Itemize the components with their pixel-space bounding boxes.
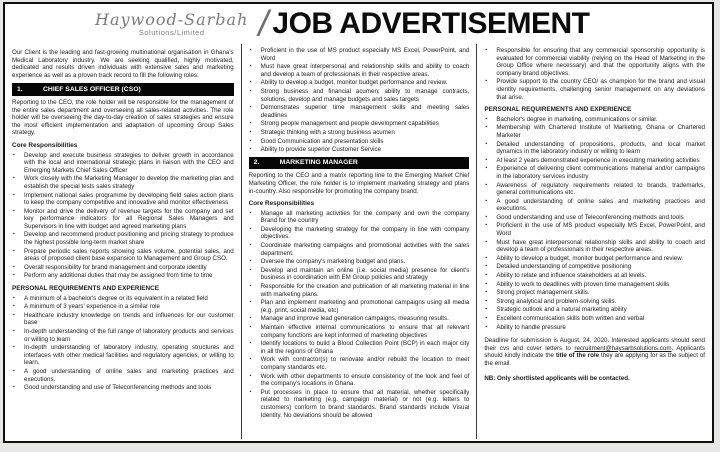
bullet-text: Detailed understanding of propositions, products, and local market dynamics in the laboratory industry or willing to learn bbox=[496, 140, 705, 156]
bullet-item bbox=[484, 165, 705, 180]
bullet-icon: ▪ bbox=[249, 372, 252, 379]
bullet-text: Manage and improve lead generation campaigns, measuring results. bbox=[260, 315, 449, 323]
bullet-icon: ▪ bbox=[485, 213, 488, 220]
bullet-item bbox=[484, 306, 705, 314]
bullet-icon: ▪ bbox=[13, 151, 15, 158]
bullet-icon: ▪ bbox=[485, 47, 488, 53]
bullet-icon: ▪ bbox=[485, 289, 488, 296]
bullet-text: Responsible for the creation and publication of all marketing material in line with marketing plans. bbox=[260, 283, 470, 298]
bullet-text: Ability to develop a budget, monitor budget performance and review. bbox=[260, 79, 448, 87]
bullet-icon: ▪ bbox=[13, 303, 15, 310]
marketing-summary: Reporting to the CEO and a matrix reporting line to the Emerging Market Chief Marketing Officer, the role holder is to implement marketing strategy and plans in-country. Also responsible for promoting the company brand. bbox=[248, 172, 470, 195]
bullet-item bbox=[484, 255, 705, 263]
header bbox=[5, 4, 712, 44]
bullet-item bbox=[249, 315, 470, 323]
bullet-item bbox=[249, 226, 470, 241]
bullet-text: A good understanding of online sales and marketing practices and executions. bbox=[24, 367, 234, 383]
bullet-item bbox=[249, 138, 470, 146]
bullet-item bbox=[249, 63, 470, 78]
cso-summary: Reporting to the CEO, the role holder will be responsible for the management of the entire sales department and overseeing all sales-related activities. The role holder will be overseeing the day-to-day creation of sales strategies and ensure the most efficient implementation and adaptation of upcoming Group Sales strategy. bbox=[12, 98, 234, 137]
bullet-icon: ▪ bbox=[13, 328, 15, 334]
bullet-item bbox=[249, 79, 470, 87]
bullet-text: Put processes in place to ensure that all material, whether specifically related to marketing (e.g. campaign material) or not (e.g. letters to customers) conform to brand standards. Brand standards include Visual Identity. No deviations should be allowed bbox=[260, 388, 470, 419]
bullet-icon: ▪ bbox=[485, 115, 488, 122]
bullet-text: A good understanding of online sales and marketing practices and executions. bbox=[496, 197, 705, 213]
bullet-text: Strong analytical and problem-solving skills. bbox=[496, 297, 617, 305]
bullet-item bbox=[484, 198, 705, 213]
logo-sub-left: Solutions bbox=[138, 27, 175, 37]
bold-phrase: title of the role bbox=[555, 352, 600, 360]
logo-sub-right: Limited bbox=[176, 27, 205, 37]
bullet-text: Strong business and financial acumen: ability to manage contracts, solutions, develop and manage budgets and sales targets bbox=[260, 87, 470, 103]
bullet-icon: ▪ bbox=[249, 315, 252, 322]
bullet-text: Experience of delivering client communications material and/or campaigns in the laboratory services industry bbox=[496, 165, 705, 180]
bullet-item bbox=[484, 272, 705, 280]
bullet-item bbox=[12, 328, 234, 343]
bullet-text: Develop and recommend product positioning and pricing strategy to produce the highest possible long-term market share bbox=[24, 231, 234, 247]
bullet-text: Responsible for ensuring that any commercial sponsorship opportunity is evaluated for commercial viability (relying on the Head of Marketing in the Group Office where necessary) and that the opportunity aligns with the company brand objectives. bbox=[496, 47, 705, 77]
bullet-icon: ▪ bbox=[13, 231, 15, 238]
bullet-text: Awareness of regulatory requirements related to brands, trademarks, general communications etc. bbox=[496, 181, 705, 197]
bullet-icon: ▪ bbox=[13, 191, 15, 198]
bullet-item bbox=[12, 248, 234, 263]
bullet-item bbox=[12, 192, 234, 207]
bullet-icon: ▪ bbox=[249, 120, 252, 127]
bullet-text: Maintain effective internal communications to ensure that all relevant company functions are kept informed of marketing objectives bbox=[260, 324, 470, 339]
bullet-text: Coordinate marketing campaigns and promotional activities with the sales department. bbox=[260, 242, 470, 257]
cso-core-heading: Core Responsibilities bbox=[12, 141, 78, 149]
bullet-icon: ▪ bbox=[485, 238, 488, 245]
email-link[interactable]: recruitment@haysarbsolutions.com bbox=[574, 344, 672, 352]
section-bar-marketing bbox=[249, 157, 470, 170]
bullet-item bbox=[249, 267, 470, 282]
bullet-item bbox=[12, 152, 234, 175]
bullet-text: Strong project management skills. bbox=[496, 289, 590, 297]
bullet-icon: ▪ bbox=[485, 222, 488, 229]
marketing-req-list bbox=[484, 116, 705, 331]
bullet-icon: ▪ bbox=[485, 78, 488, 85]
bullet-icon: ▪ bbox=[249, 356, 252, 363]
bullet-item bbox=[249, 356, 470, 371]
logo-slash-icon: / bbox=[174, 27, 177, 37]
bullet-text: A minimum of a bachelor's degree or its equivalent in a related field bbox=[24, 294, 208, 302]
bullet-text: In-depth understanding of the full range of laboratory products and services or willing to learn bbox=[24, 328, 234, 343]
bullet-item bbox=[484, 47, 705, 77]
section-bar-cso bbox=[12, 83, 234, 96]
bullet-item bbox=[484, 157, 705, 165]
bullet-text: Healthcare industry knowledge on trends and influences for our customer base bbox=[24, 311, 234, 327]
deadline-paragraph bbox=[484, 337, 705, 367]
bullet-icon: ▪ bbox=[13, 247, 15, 254]
bullet-item bbox=[12, 384, 234, 392]
bullet-item bbox=[484, 239, 705, 254]
bullet-text: Oversee the company's marketing budget and plans. bbox=[260, 258, 406, 266]
cso-req-heading: PERSONAL REQUIREMENTS AND EXPERIENCE bbox=[12, 285, 160, 293]
bullet-icon: ▪ bbox=[249, 299, 252, 306]
bullet-text: Membership with Chartered Institute of Marketing, Ghana or Chartered Marketer bbox=[496, 124, 705, 139]
bullet-item bbox=[484, 116, 705, 124]
bullet-icon: ▪ bbox=[485, 272, 488, 279]
bullet-icon: ▪ bbox=[249, 137, 252, 144]
bullet-text: Bachelor's degree in marketing, communications or similar. bbox=[496, 115, 658, 123]
bullet-icon: ▪ bbox=[249, 258, 252, 265]
bullet-icon: ▪ bbox=[249, 146, 252, 153]
bullet-icon: ▪ bbox=[249, 209, 252, 216]
bullet-item bbox=[484, 214, 705, 222]
bullet-text: Plan and implement marketing and promotional campaigns using all media (e.g. print, social media, etc) bbox=[260, 299, 470, 314]
bullet-text: Work with other departments to ensure consistency of the look and feel of the company's locations in Ghana. bbox=[260, 372, 470, 388]
company-subtitle bbox=[95, 29, 248, 37]
bullet-icon: ▪ bbox=[485, 306, 488, 313]
cso-req-list-part1 bbox=[12, 295, 234, 392]
bullet-item bbox=[12, 175, 234, 190]
bullet-item bbox=[484, 222, 705, 237]
bullet-icon: ▪ bbox=[249, 87, 252, 94]
company-logo bbox=[95, 9, 249, 37]
bullet-item bbox=[12, 303, 234, 311]
nb-note: NB: Only shortlisted applicants will be contacted. bbox=[484, 374, 630, 382]
bullet-icon: ▪ bbox=[485, 181, 488, 188]
bullet-item bbox=[249, 373, 470, 388]
bullet-icon: ▪ bbox=[485, 140, 488, 147]
bullet-text: Monitor and drive the delivery of revenue targets for the company and set key performance indicators for all Regional Sales Managers and Supervisors in line with budget and agreed marketing plans bbox=[24, 207, 234, 230]
bullet-text: Good Communication and presentation skills bbox=[260, 137, 384, 145]
company-name: Haywood-Sarbah bbox=[95, 9, 249, 29]
marketing-core-list-part2 bbox=[484, 47, 705, 101]
bullet-text: Prepare periodic sales reports showing sales volume, potential sales, and areas of proposed client base expansion to Management and Group CSO. bbox=[24, 247, 234, 263]
bullet-item bbox=[12, 264, 234, 272]
bullet-icon: ▪ bbox=[485, 323, 488, 330]
bullet-icon: ▪ bbox=[249, 104, 252, 111]
bullet-text: Demonstrates superior time management skills and meeting sales deadlines bbox=[260, 104, 470, 119]
bullet-icon: ▪ bbox=[13, 294, 15, 301]
bullet-item bbox=[249, 120, 470, 128]
bullet-text: Manage all marketing activities for the company and own the company Brand for the country bbox=[260, 209, 470, 225]
deadline-text-mid: . Applicants should kindly indicate the bbox=[484, 344, 705, 360]
bullet-item bbox=[12, 295, 234, 303]
bullet-icon: ▪ bbox=[249, 79, 252, 86]
column-2 bbox=[241, 44, 477, 439]
bullet-icon: ▪ bbox=[485, 197, 488, 204]
bullet-icon: ▪ bbox=[249, 128, 252, 135]
bullet-icon: ▪ bbox=[249, 225, 252, 232]
bullet-text: Developing the marketing strategy for the company in line with company objectives. bbox=[260, 225, 470, 241]
bullet-icon: ▪ bbox=[249, 242, 252, 249]
bullet-text: Implement national sales programme by developing field sales action plans to keep the company competitive and innovative and monitor effectiveness bbox=[24, 191, 234, 207]
slash-divider-icon: / bbox=[258, 3, 269, 44]
bullet-text: Strategic outlook and a natural marketing ability bbox=[496, 306, 627, 314]
bullet-item bbox=[249, 389, 470, 419]
section-number: 2. bbox=[253, 159, 260, 167]
bullet-item bbox=[12, 208, 234, 231]
bullet-icon: ▪ bbox=[13, 367, 15, 374]
bullet-icon: ▪ bbox=[485, 297, 488, 304]
bullet-icon: ▪ bbox=[485, 315, 488, 321]
bullet-icon: ▪ bbox=[13, 272, 15, 279]
bullet-text: Must have great interpersonal relationship skills and ability to coach and develop a team of professionals in their respective areas. bbox=[496, 238, 705, 254]
bullet-icon: ▪ bbox=[13, 311, 15, 318]
bullet-item bbox=[249, 129, 470, 137]
bullet-item bbox=[249, 146, 470, 154]
marketing-core-heading: Core Responsibilities bbox=[248, 200, 314, 208]
deadline-text-post: they are applying for as the subject of the email. bbox=[484, 352, 705, 367]
bullet-text: Ability to develop a budget, monitor budget performance and review. bbox=[496, 254, 684, 262]
bullet-item bbox=[249, 242, 470, 257]
bullet-text: Must have great interpersonal and relationship skills and ability to coach and develop a team of professionals in their respective areas. bbox=[260, 63, 470, 78]
bullet-icon: ▪ bbox=[249, 283, 252, 290]
bullet-item bbox=[484, 141, 705, 156]
bullet-text: Develop and execute business strategies to deliver growth in accordance with the local and international strategic plans in liaison with the CEO and Emerging Markets Chief Sales Officer bbox=[24, 151, 234, 174]
bullet-text: Provide support to the country CEO/ as champion for the brand and visual identity requirements, challenging senior management on any deviations that arise. bbox=[496, 78, 705, 101]
section-title-marketing: MARKETING MANAGER bbox=[279, 159, 358, 167]
bullet-text: Strategic thinking with a strong business acumen bbox=[260, 128, 395, 136]
cso-core-list bbox=[12, 152, 234, 281]
bullet-text: Detailed understanding of competitive positioning bbox=[496, 263, 632, 271]
bullet-item bbox=[249, 324, 470, 339]
bullet-icon: ▪ bbox=[485, 156, 488, 163]
bullet-icon: ▪ bbox=[13, 384, 15, 391]
bullet-item bbox=[12, 312, 234, 327]
bullet-item bbox=[12, 231, 234, 246]
bullet-item bbox=[484, 298, 705, 306]
bullet-icon: ▪ bbox=[485, 165, 488, 172]
bullet-item bbox=[484, 263, 705, 271]
bullet-icon: ▪ bbox=[485, 263, 488, 270]
bullet-item bbox=[249, 210, 470, 225]
deadline-text-pre: Deadline for submission is August, 24, 2020. Interested applicants should send their cvs and cover letters to bbox=[484, 337, 705, 352]
bullet-item bbox=[12, 368, 234, 383]
bullet-icon: ▪ bbox=[485, 124, 488, 131]
bullet-item bbox=[249, 258, 470, 266]
bullet-text: Identify locations to build a Blood Collection Point (BCP) in each major city in all the regions of Ghana bbox=[260, 340, 470, 355]
column-3 bbox=[476, 44, 712, 439]
bullet-text: Ability to relate and influence stakeholders at all levels. bbox=[496, 272, 647, 280]
bullet-text: Develop and maintain an online (i.e. social media) presence for client's business in coordination with EM Group policies and strategy bbox=[260, 266, 470, 282]
bullet-item bbox=[484, 182, 705, 197]
bullet-text: Proficient in the use of MS product especially MS Excel, PowerPoint, and Word bbox=[260, 47, 470, 62]
cso-req-list-part2 bbox=[249, 47, 470, 154]
bullet-icon: ▪ bbox=[249, 388, 252, 395]
bullet-text: Overall responsibility for brand management and corporate identity bbox=[24, 263, 207, 271]
bullet-text: Good understanding and use of Teleconferencing methods and tools bbox=[24, 384, 212, 392]
page-title: JOB ADVERTISEMENT bbox=[272, 7, 590, 40]
bullet-icon: ▪ bbox=[13, 175, 15, 182]
bullet-text: Ability to work to deadlines with proven time management skills bbox=[496, 280, 670, 288]
content-columns bbox=[5, 44, 712, 439]
bullet-icon: ▪ bbox=[249, 266, 252, 273]
bullet-text: A minimum of 3 years' experience in a similar role bbox=[24, 303, 160, 311]
bullet-text: Work closely with the Marketing Manager to develop the marketing plan and establish the special tests sales strategy bbox=[24, 175, 234, 190]
bullet-item bbox=[249, 299, 470, 314]
bullet-item bbox=[484, 281, 705, 289]
bullet-icon: ▪ bbox=[485, 254, 488, 261]
bullet-text: Perform any additional duties that may be assigned from time to time bbox=[24, 272, 213, 280]
intro-paragraph: Our Client is the leading and fast-growing multinational organisation in Ghana's Medical Laboratory industry. We are seeking qualified, highly motivated, dedicated and results driven individuals with extensive sales and marketing experience as well as a proven track record to fill the following roles: bbox=[12, 49, 234, 79]
bullet-text: Work with contractor(s) to renovate and/or rebuild the location to meet company standards etc. bbox=[260, 356, 470, 371]
bullet-text: Strong people management and people development capabilities bbox=[260, 120, 439, 128]
bullet-item bbox=[484, 324, 705, 332]
marketing-core-list-part1 bbox=[249, 210, 470, 419]
bullet-item bbox=[249, 340, 470, 355]
advertisement-page bbox=[3, 2, 714, 443]
bullet-text: At least 2 years demonstrated experience in executing marketing activities bbox=[496, 156, 700, 164]
bullet-icon: ▪ bbox=[249, 63, 252, 70]
bullet-item bbox=[249, 88, 470, 103]
bullet-item bbox=[484, 124, 705, 139]
bullet-icon: ▪ bbox=[13, 263, 15, 270]
bullet-text: Ability to handle pressure bbox=[496, 323, 566, 331]
column-1 bbox=[5, 44, 241, 439]
section-title-cso: CHIEF SALES OFFICER (CSO) bbox=[43, 85, 141, 93]
bullet-item bbox=[12, 272, 234, 280]
bullet-item bbox=[484, 78, 705, 101]
bullet-text: Proficient in the use of MS product especially MS Excel, PowerPoint, and Word bbox=[496, 222, 705, 238]
bullet-text: Excellent communication skills both written and verbal bbox=[496, 315, 645, 322]
marketing-req-heading: PERSONAL REQUIREMENTS AND EXPERIENCE bbox=[484, 106, 632, 114]
bullet-item bbox=[484, 315, 705, 323]
bullet-icon: ▪ bbox=[485, 280, 488, 287]
bullet-item bbox=[249, 104, 470, 119]
bullet-item bbox=[249, 283, 470, 298]
bullet-icon: ▪ bbox=[13, 207, 15, 214]
bullet-icon: ▪ bbox=[249, 340, 252, 347]
bullet-icon: ▪ bbox=[249, 324, 252, 330]
bullet-item bbox=[249, 47, 470, 62]
bullet-text: Ability to provide superior Customer Service bbox=[260, 146, 382, 154]
bullet-icon: ▪ bbox=[13, 344, 15, 351]
bullet-item bbox=[12, 344, 234, 367]
bullet-text: Good understanding and use of Teleconferencing methods and tools bbox=[496, 213, 684, 221]
bullet-text: In-depth understanding of laboratory industry, operating structures and interfaces with other medical facilities and regulatory agencies, or willing to learn. bbox=[24, 344, 234, 367]
section-number: 1. bbox=[17, 85, 23, 93]
bullet-icon: ▪ bbox=[249, 47, 252, 53]
bullet-item bbox=[484, 289, 705, 297]
